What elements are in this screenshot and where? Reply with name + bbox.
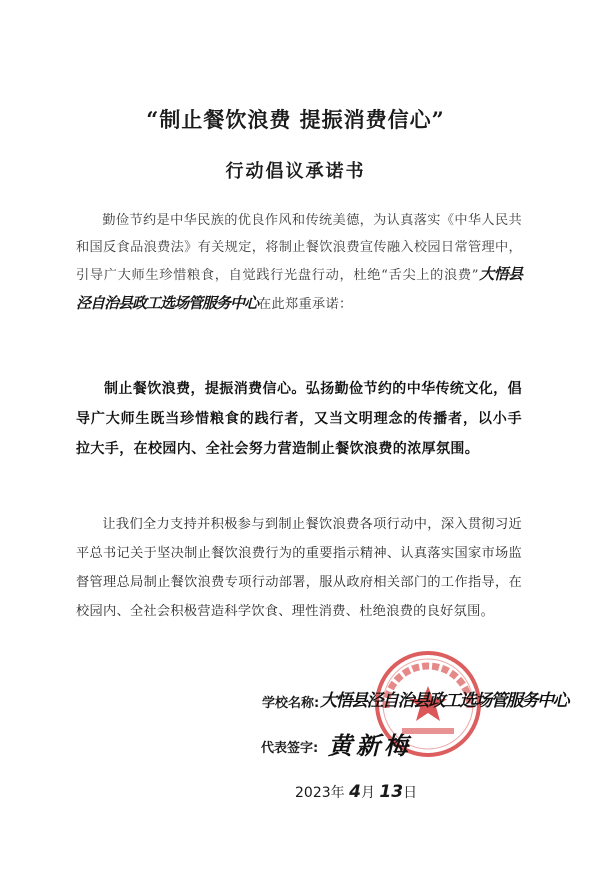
school-name-label: 学校名称:: [262, 696, 320, 711]
representative-signature-label: 代表签字:: [261, 741, 319, 756]
document-title: “制止餐饮浪费 提振消费信心”: [146, 107, 445, 132]
date-month-handwritten: 4: [349, 782, 361, 802]
date-year: 2023年: [295, 785, 345, 801]
date-day-label: 日: [403, 785, 418, 801]
school-name-handwritten: 大悟县泾自治县政工选场管服务中心: [320, 691, 568, 711]
date-month-label: 月: [360, 785, 375, 801]
document-subtitle: 行动倡议承诺书: [225, 161, 366, 182]
paragraph-call-to-action: 让我们全力支持并积极参与到制止餐饮浪费各项行动中，深入贯彻习近平总书记关于坚决制止餐饮浪费行为的重要指示精神、认真落实国家市场监督管理总局制止餐饮浪费专项行动部署，服从政府相关部门的工作指导，在校园内、全社会积极营造科学饮食、理性消费、杜绝浪费的良好氛围。: [76, 517, 522, 619]
representative-signature-handwritten: 黄新梅: [328, 732, 412, 760]
paragraph-commitment: 制止餐饮浪费，提振消费信心。弘扬勤俭节约的中华传统文化，倡导广大师生既当珍惜粮食的践行者，又当文明理念的传播者，以小手拉大手，在校园内、全社会努力营造制止餐饮浪费的浓厚氛围。: [76, 381, 522, 457]
paragraph-intro-end: 在此郑重承诺：: [258, 296, 353, 312]
handwritten-school-inline: 大悟县泾自治县政工选场管服务中心: [76, 265, 522, 312]
paragraph-intro-text: 勤俭节约是中华民族的优良作风和传统美德，为认真落实《中华人民共和国反食品浪费法》有关规定，将制止餐饮浪费宣传融入校园日常管理中，引导广大师生珍惜粮食，自觉践行光盘行动，杜绝“舌尖上的浪费”: [76, 213, 522, 283]
signing-date: [295, 782, 417, 802]
paragraph-intro: [76, 208, 522, 318]
date-day-handwritten: 13: [379, 782, 404, 802]
